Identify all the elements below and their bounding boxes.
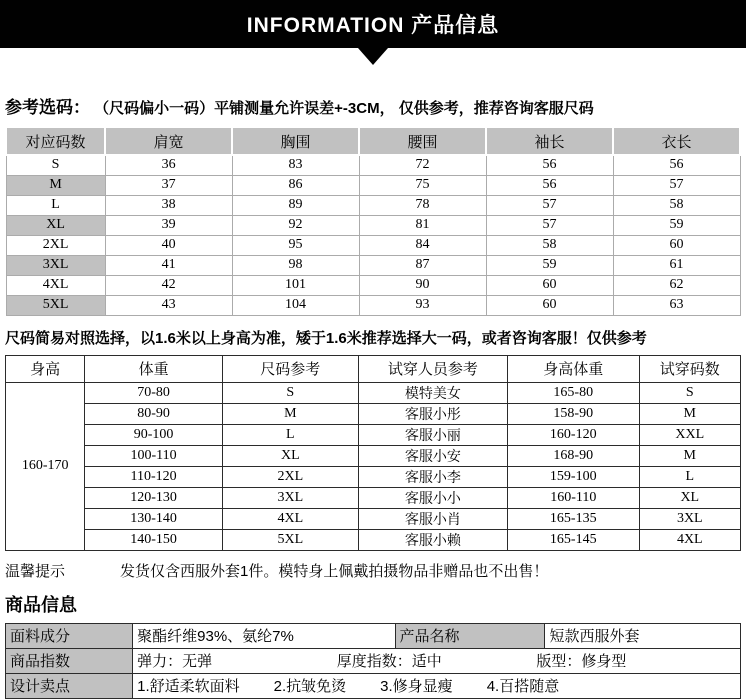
tester-stats-cell: 159-100	[507, 466, 639, 487]
size-table-body	[6, 155, 740, 315]
measurement-cell: 60	[486, 295, 613, 315]
size-table-row	[6, 275, 740, 295]
weight-cell: 120-130	[85, 487, 222, 508]
measurement-cell: 83	[232, 155, 359, 175]
measurement-cell: 58	[613, 195, 740, 215]
fit-table-row	[6, 466, 741, 487]
tester-stats-cell: 168-90	[507, 445, 639, 466]
measurement-cell: 56	[486, 155, 613, 175]
size-col-header: 对应码数	[6, 127, 105, 155]
weight-cell: 80-90	[85, 403, 222, 424]
tips-row	[5, 560, 741, 581]
selling-points-label: 设计卖点	[6, 673, 133, 698]
index-row	[6, 648, 741, 673]
selling-point: 3.修身显瘦	[380, 678, 453, 695]
size-reference-label: 参考选码：	[5, 98, 90, 117]
measurement-cell: 57	[486, 215, 613, 235]
measurement-cell: 90	[359, 275, 486, 295]
measurement-cell: 78	[359, 195, 486, 215]
size-ref-cell: M	[222, 403, 358, 424]
product-name-value: 短款西服外套	[545, 623, 741, 648]
banner-title: INFORMATION 产品信息	[246, 14, 500, 37]
measurement-cell: 40	[105, 235, 232, 255]
size-reference-note: （尺码偏小一码）平铺测量允许误差+-3CM， 仅供参考，推荐咨询客服尺码	[94, 100, 594, 117]
measurement-cell: 104	[232, 295, 359, 315]
tester-cell: 客服小丽	[358, 424, 507, 445]
height-col-header: 身高	[6, 355, 85, 382]
size-table-row	[6, 295, 740, 315]
tester-cell: 客服小小	[358, 487, 507, 508]
tester-stats-cell: 160-120	[507, 424, 639, 445]
tester-size-cell: M	[639, 403, 740, 424]
product-info-heading: 商品信息	[5, 594, 77, 615]
tester-size-cell: 3XL	[639, 508, 740, 529]
fit-table-row	[6, 382, 741, 403]
product-info-table	[5, 623, 741, 699]
measurement-cell: 57	[486, 195, 613, 215]
bust-col-header: 胸围	[232, 127, 359, 155]
weight-cell: 100-110	[85, 445, 222, 466]
measurement-cell: 81	[359, 215, 486, 235]
weight-cell: 130-140	[85, 508, 222, 529]
measurement-cell: 61	[613, 255, 740, 275]
tester-stats-cell: 158-90	[507, 403, 639, 424]
tips-text: 发货仅含西服外套1件。模特身上佩戴拍摄物品非赠品也不出售！	[120, 562, 549, 580]
fabric-label: 面料成分	[6, 623, 133, 648]
selling-point: 1.舒适柔软面料	[137, 678, 240, 695]
weight-col-header: 体重	[85, 355, 222, 382]
length-col-header: 衣长	[613, 127, 740, 155]
fit-table-row	[6, 403, 741, 424]
measurement-cell: 39	[105, 215, 232, 235]
index-values	[133, 648, 741, 673]
size-name-cell: 3XL	[6, 255, 105, 275]
sleeve-col-header: 袖长	[486, 127, 613, 155]
tester-cell: 客服小安	[358, 445, 507, 466]
tester-size-cell: S	[639, 382, 740, 403]
tester-cell: 客服小彤	[358, 403, 507, 424]
measurement-cell: 43	[105, 295, 232, 315]
tester-size-cell: M	[639, 445, 740, 466]
size-name-cell: 4XL	[6, 275, 105, 295]
measurement-cell: 93	[359, 295, 486, 315]
size-table-header-row	[6, 127, 740, 155]
tester-size-col-header: 试穿码数	[639, 355, 740, 382]
measurement-cell: 58	[486, 235, 613, 255]
size-ref-cell: 5XL	[222, 529, 358, 550]
thickness-value: 厚度指数：适中	[336, 653, 442, 670]
fabric-value: 聚酯纤维93%、氨纶7%	[133, 623, 395, 648]
size-ref-cell: 4XL	[222, 508, 358, 529]
measurement-cell: 60	[486, 275, 613, 295]
size-name-cell: S	[6, 155, 105, 175]
fit-table-row	[6, 487, 741, 508]
size-table-row	[6, 195, 740, 215]
fabric-row	[6, 623, 741, 648]
size-name-cell: 2XL	[6, 235, 105, 255]
size-table-row	[6, 255, 740, 275]
size-table	[5, 126, 741, 316]
size-table-row	[6, 215, 740, 235]
size-name-cell: 5XL	[6, 295, 105, 315]
fit-type-value: 版型：修身型	[536, 653, 627, 670]
selling-points-values	[133, 673, 741, 698]
measurement-cell: 59	[486, 255, 613, 275]
banner-arrow-down-icon	[358, 48, 388, 65]
measurement-cell: 57	[613, 175, 740, 195]
measurement-cell: 92	[232, 215, 359, 235]
fit-guide-note: 尺码简易对照选择，以1.6米以上身高为准，矮于1.6米推荐选择大一码，或者咨询客服！仅供参考	[5, 329, 647, 347]
fit-table-row	[6, 508, 741, 529]
selling-point: 4.百搭随意	[486, 678, 560, 695]
weight-cell: 110-120	[85, 466, 222, 487]
measurement-cell: 56	[486, 175, 613, 195]
tester-size-cell: L	[639, 466, 740, 487]
size-name-cell: XL	[6, 215, 105, 235]
tester-stats-cell: 165-135	[507, 508, 639, 529]
index-label: 商品指数	[6, 648, 133, 673]
selling-points-row	[6, 673, 741, 698]
measurement-cell: 95	[232, 235, 359, 255]
tester-size-cell: XXL	[639, 424, 740, 445]
size-ref-cell: 2XL	[222, 466, 358, 487]
size-ref-cell: L	[222, 424, 358, 445]
measurement-cell: 42	[105, 275, 232, 295]
measurement-cell: 36	[105, 155, 232, 175]
tester-stats-col-header: 身高体重	[507, 355, 639, 382]
fit-table	[5, 355, 741, 551]
tester-col-header: 试穿人员参考	[358, 355, 507, 382]
measurement-cell: 63	[613, 295, 740, 315]
shoulder-col-header: 肩宽	[105, 127, 232, 155]
size-ref-col-header: 尺码参考	[222, 355, 358, 382]
size-table-row	[6, 155, 740, 175]
elastic-value: 弹力：无弹	[137, 653, 213, 670]
measurement-cell: 86	[232, 175, 359, 195]
fit-table-row	[6, 529, 741, 550]
tester-size-cell: 4XL	[639, 529, 740, 550]
height-merged-cell: 160-170	[6, 382, 85, 550]
tester-cell: 客服小李	[358, 466, 507, 487]
measurement-cell: 59	[613, 215, 740, 235]
fit-table-header-row	[6, 355, 741, 382]
measurement-cell: 101	[232, 275, 359, 295]
size-ref-cell: 3XL	[222, 487, 358, 508]
measurement-cell: 75	[359, 175, 486, 195]
fit-table-row	[6, 424, 741, 445]
fit-table-body	[6, 382, 741, 550]
measurement-cell: 98	[232, 255, 359, 275]
size-ref-cell: S	[222, 382, 358, 403]
tester-stats-cell: 160-110	[507, 487, 639, 508]
measurement-cell: 87	[359, 255, 486, 275]
size-ref-cell: XL	[222, 445, 358, 466]
size-table-row	[6, 175, 740, 195]
weight-cell: 90-100	[85, 424, 222, 445]
size-reference-line	[5, 93, 741, 118]
selling-point: 2.抗皱免烫	[273, 678, 347, 695]
tester-size-cell: XL	[639, 487, 740, 508]
size-name-cell: L	[6, 195, 105, 215]
weight-cell: 140-150	[85, 529, 222, 550]
measurement-cell: 62	[613, 275, 740, 295]
product-name-label: 产品名称	[395, 623, 545, 648]
info-banner	[0, 0, 746, 48]
measurement-cell: 41	[105, 255, 232, 275]
size-name-cell: M	[6, 175, 105, 195]
tester-cell: 客服小肖	[358, 508, 507, 529]
weight-cell: 70-80	[85, 382, 222, 403]
measurement-cell: 84	[359, 235, 486, 255]
tester-stats-cell: 165-80	[507, 382, 639, 403]
waist-col-header: 腰围	[359, 127, 486, 155]
measurement-cell: 60	[613, 235, 740, 255]
measurement-cell: 38	[105, 195, 232, 215]
tester-cell: 模特美女	[358, 382, 507, 403]
measurement-cell: 56	[613, 155, 740, 175]
size-table-row	[6, 235, 740, 255]
fit-table-row	[6, 445, 741, 466]
measurement-cell: 37	[105, 175, 232, 195]
tester-cell: 客服小赖	[358, 529, 507, 550]
tester-stats-cell: 165-145	[507, 529, 639, 550]
measurement-cell: 89	[232, 195, 359, 215]
tips-label: 温馨提示	[5, 562, 66, 580]
measurement-cell: 72	[359, 155, 486, 175]
